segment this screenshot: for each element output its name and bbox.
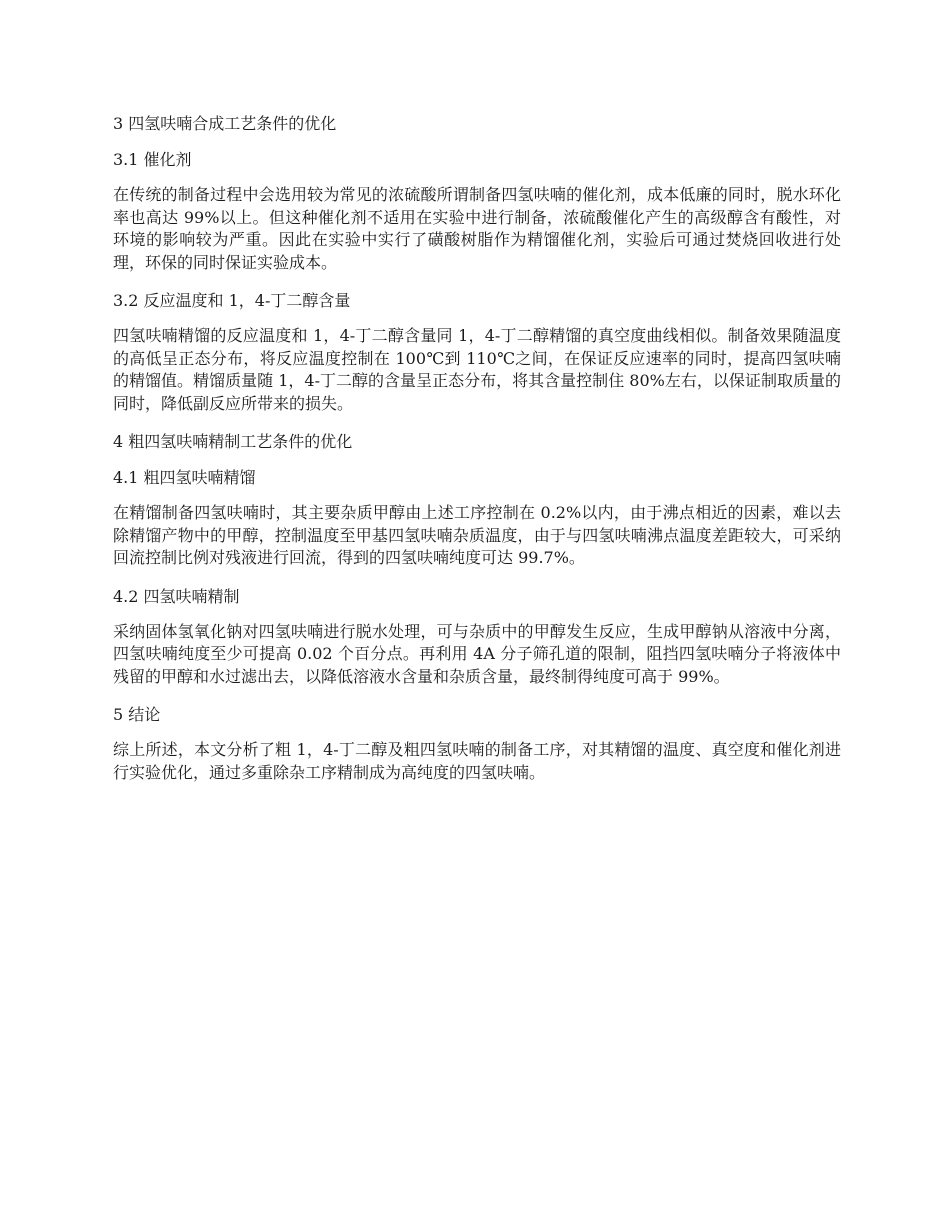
section-body-4-2: 采纳固体氢氧化钠对四氢呋喃进行脱水处理，可与杂质中的甲醇发生反应，生成甲醇钠从溶液中分离，四氢呋喃纯度至少可提高 0.02 个百分点。再利用 4A 分子筛孔道的限制，阻挡四氢呋喃分子将液体中残留的甲醇和水过滤出去，以降低溶液水含量和杂质含量，最终制得纯度可高于 99%。	[113, 621, 841, 686]
section-heading-4: 4 粗四氢呋喃精制工艺条件的优化	[113, 432, 353, 451]
section-heading-5: 5 结论	[113, 705, 161, 724]
section-heading-3-2: 3.2 反应温度和 1，4-丁二醇含量	[113, 291, 351, 310]
section-heading-3-1: 3.1 催化剂	[113, 150, 192, 169]
section-body-4-1: 在精馏制备四氢呋喃时，其主要杂质甲醇由上述工序控制在 0.2%以内，由于沸点相近的因素，难以去除精馏产物中的甲醇，控制温度至甲基四氢呋喃杂质温度，由于与四氢呋喃沸点温度差距较大，可采纳回流控制比例对残液进行回流，得到的四氢呋喃纯度可达 99.7%。	[113, 503, 841, 567]
section-body-5: 综上所述，本文分析了粗 1，4-丁二醇及粗四氢呋喃的制备工序，对其精馏的温度、真空度和催化剂进行实验优化，通过多重除杂工序精制成为高纯度的四氢呋喃。	[113, 740, 841, 782]
section-heading-4-2: 4.2 四氢呋喃精制	[113, 586, 240, 606]
section-heading-4-1: 4.1 粗四氢呋喃精馏	[113, 468, 256, 487]
section-body-3-1: 在传统的制备过程中会选用较为常见的浓硫酸所谓制备四氢呋喃的催化剂，成本低廉的同时，脱水环化率也高达 99%以上。但这种催化剂不适用在实验中进行制备，浓硫酸催化产生的高级醇含有酸性，对环境的影响较为严重。因此在实验中实行了磺酸树脂作为精馏催化剂，实验后可通过焚烧回收进行处理，环保的同时保证实验成本。	[113, 185, 841, 272]
section-heading-3: 3 四氢呋喃合成工艺条件的优化	[113, 114, 337, 133]
section-body-3-2: 四氢呋喃精馏的反应温度和 1，4-丁二醇含量同 1，4-丁二醇精馏的真空度曲线相似。制备效果随温度的高低呈正态分布，将反应温度控制在 100℃到 110℃之间，在保证反应速率的同时，提高四氢呋喃的精馏值。精馏质量随 1，4-丁二醇的含量呈正态分布，将其含量控制住 80%左右，以保证制取质量的同时，降低副反应所带来的损失。	[113, 326, 841, 413]
document-page	[113, 112, 841, 799]
